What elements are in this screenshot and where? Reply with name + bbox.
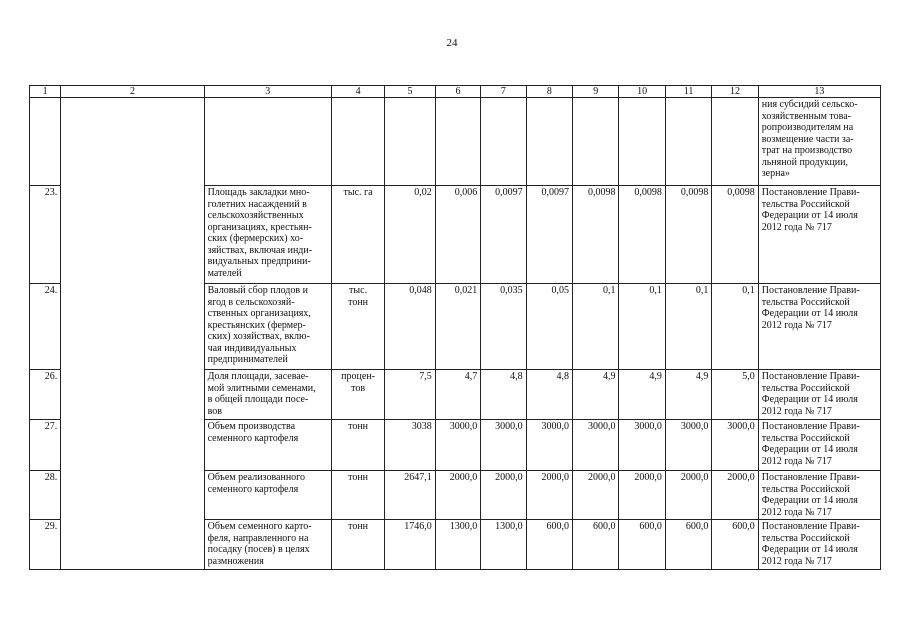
value-cell: 3000,0 <box>573 420 619 471</box>
indicator-line: ственных организациях, <box>207 308 311 319</box>
value-cell <box>435 98 480 186</box>
indicator-line: чая индивидуальных <box>207 342 297 354</box>
unit-line: тов <box>351 382 366 394</box>
value-cell: 0,006 <box>435 186 480 284</box>
page-number: 24 <box>446 37 458 49</box>
basis-line: Федерации от 14 июля <box>761 308 858 319</box>
basis-line: тельства Российской <box>761 198 850 210</box>
basis-line: 2012 года № 717 <box>761 221 832 233</box>
basis-line: хозяйственным това- <box>761 110 852 122</box>
indicator-line: посадку (посев) в целях <box>207 544 310 555</box>
row-number: 26. <box>30 370 61 420</box>
indicator-line: Площадь закладки мно- <box>207 187 310 198</box>
value-cell: 2647,1 <box>385 471 435 520</box>
basis-cell <box>758 284 880 370</box>
number-cell <box>30 98 61 186</box>
basis-cell <box>758 520 880 570</box>
column-number: 13 <box>758 86 880 98</box>
column-number: 4 <box>331 86 385 98</box>
value-cell <box>385 98 435 186</box>
column-number: 2 <box>61 86 204 98</box>
column-number: 10 <box>619 86 665 98</box>
value-cell: 7,5 <box>385 370 435 420</box>
basis-cell <box>758 98 880 186</box>
indicator-cell <box>204 186 331 284</box>
value-cell: 4,9 <box>619 370 665 420</box>
unit-cell <box>331 284 385 370</box>
indicator-line: Объем производства <box>207 421 296 432</box>
group-cell <box>61 98 204 570</box>
value-cell: 3000,0 <box>665 420 711 471</box>
basis-line: Постановление Прави- <box>761 521 860 532</box>
value-cell <box>665 98 711 186</box>
value-cell: 0,0098 <box>573 186 619 284</box>
unit-cell <box>331 520 385 570</box>
indicator-line: мой элитными семенами, <box>207 382 316 394</box>
indicator-line: Объем семенного карто- <box>207 521 312 532</box>
value-cell: 0,0098 <box>665 186 711 284</box>
column-number: 1 <box>30 86 61 98</box>
indicator-line: Объем реализованного <box>207 472 306 483</box>
column-number: 8 <box>526 86 572 98</box>
indicator-cell <box>204 471 331 520</box>
value-cell: 1300,0 <box>481 520 526 570</box>
value-cell: 0,0098 <box>619 186 665 284</box>
basis-line: 2012 года № 717 <box>761 319 832 331</box>
value-cell <box>481 98 526 186</box>
value-cell: 0,035 <box>481 284 526 370</box>
indicator-line: ских) хозяйствах, вклю- <box>207 331 310 342</box>
value-cell: 600,0 <box>665 520 711 570</box>
unit-cell <box>331 98 385 186</box>
value-cell: 0,1 <box>573 284 619 370</box>
value-cell: 0,1 <box>665 284 711 370</box>
value-cell <box>573 98 619 186</box>
basis-line: тельства Российской <box>761 432 850 444</box>
value-cell <box>619 98 665 186</box>
indicator-line: голетних насаждений в <box>207 198 307 210</box>
indicator-line: зяйствах, включая инди- <box>207 244 313 256</box>
basis-line: 2012 года № 717 <box>761 506 832 518</box>
basis-line: ропроизводителям на <box>761 122 854 133</box>
unit-cell <box>331 370 385 420</box>
basis-line: Федерации от 14 июля <box>761 544 858 555</box>
indicator-cell <box>204 420 331 471</box>
indicator-cell <box>204 284 331 370</box>
value-cell: 0,021 <box>435 284 480 370</box>
indicator-line: Доля площади, засевае- <box>207 371 309 382</box>
value-cell: 0,1 <box>712 284 758 370</box>
value-cell: 2000,0 <box>712 471 758 520</box>
row-number: 23. <box>30 186 61 284</box>
value-cell: 2000,0 <box>573 471 619 520</box>
value-cell: 3038 <box>385 420 435 471</box>
unit-line: тонн <box>348 521 369 532</box>
indicator-line: феля, направленного на <box>207 532 309 544</box>
value-cell <box>712 98 758 186</box>
value-cell: 2000,0 <box>435 471 480 520</box>
value-cell: 600,0 <box>712 520 758 570</box>
basis-cell <box>758 186 880 284</box>
indicator-line: мателей <box>207 267 242 279</box>
value-cell: 0,02 <box>385 186 435 284</box>
basis-line: Постановление Прави- <box>761 285 860 296</box>
column-number: 5 <box>385 86 435 98</box>
value-cell: 600,0 <box>573 520 619 570</box>
indicator-line: вов <box>207 405 222 417</box>
value-cell: 4,8 <box>481 370 526 420</box>
indicator-line: ских (фермерских) хо- <box>207 233 304 244</box>
indicator-line: предпринимателей <box>207 354 288 365</box>
column-number: 6 <box>435 86 480 98</box>
indicator-line: организациях, крестьян- <box>207 221 312 233</box>
column-number-row <box>30 86 881 98</box>
value-cell: 4,8 <box>526 370 572 420</box>
value-cell: 2000,0 <box>619 471 665 520</box>
basis-line: Федерации от 14 июля <box>761 495 858 506</box>
row-number: 27. <box>30 420 61 471</box>
value-cell: 2000,0 <box>481 471 526 520</box>
value-cell: 4,7 <box>435 370 480 420</box>
column-number: 11 <box>665 86 711 98</box>
column-number: 7 <box>481 86 526 98</box>
value-cell: 4,9 <box>665 370 711 420</box>
basis-line: тельства Российской <box>761 382 850 394</box>
column-number: 9 <box>573 86 619 98</box>
row-number: 24. <box>30 284 61 370</box>
basis-line: 2012 года № 717 <box>761 405 832 417</box>
value-cell: 1300,0 <box>435 520 480 570</box>
unit-line: тыс. га <box>343 187 373 198</box>
indicator-cell <box>204 370 331 420</box>
value-cell: 0,0098 <box>712 186 758 284</box>
value-cell: 1746,0 <box>385 520 435 570</box>
unit-line: процен- <box>341 371 375 382</box>
basis-cell <box>758 370 880 420</box>
basis-line: зерна» <box>761 168 790 179</box>
value-cell: 0,048 <box>385 284 435 370</box>
value-cell: 2000,0 <box>665 471 711 520</box>
value-cell: 3000,0 <box>526 420 572 471</box>
indicator-line: Валовый сбор плодов и <box>207 285 308 296</box>
value-cell: 0,0097 <box>526 186 572 284</box>
indicator-line: сельскохозяйственных <box>207 210 304 221</box>
basis-cell <box>758 420 880 471</box>
basis-line: 2012 года № 717 <box>761 555 832 567</box>
indicator-cell <box>204 520 331 570</box>
indicator-line: крестьянских (фермер- <box>207 319 306 331</box>
indicator-line: семенного картофеля <box>207 483 299 495</box>
value-cell <box>526 98 572 186</box>
basis-line: тельства Российской <box>761 483 850 495</box>
value-cell: 4,9 <box>573 370 619 420</box>
indicators-table <box>29 85 881 570</box>
value-cell: 0,1 <box>619 284 665 370</box>
row-number: 28. <box>30 471 61 520</box>
unit-line: тонн <box>348 472 369 483</box>
continuation-row <box>30 98 881 186</box>
unit-cell <box>331 420 385 471</box>
value-cell: 2000,0 <box>526 471 572 520</box>
basis-line: Федерации от 14 июля <box>761 444 858 455</box>
unit-line: тонн <box>348 296 369 308</box>
basis-line: возмещение части за- <box>761 133 854 145</box>
basis-line: Постановление Прави- <box>761 472 860 483</box>
indicator-line: семенного картофеля <box>207 432 299 444</box>
basis-line: ния субсидий сельско- <box>761 99 858 110</box>
unit-cell <box>331 186 385 284</box>
value-cell: 3000,0 <box>481 420 526 471</box>
indicator-line: ягод в сельскохозяй- <box>207 296 295 308</box>
basis-line: Постановление Прави- <box>761 371 860 382</box>
column-number: 3 <box>204 86 331 98</box>
value-cell: 3000,0 <box>712 420 758 471</box>
value-cell: 3000,0 <box>435 420 480 471</box>
basis-line: Постановление Прави- <box>761 421 860 432</box>
indicator-line: видуальных предприни- <box>207 256 311 267</box>
indicator-cell <box>204 98 331 186</box>
value-cell: 0,0097 <box>481 186 526 284</box>
unit-line: тыс. <box>349 285 368 296</box>
basis-line: льняной продукции, <box>761 156 849 168</box>
row-number: 29. <box>30 520 61 570</box>
unit-line: тонн <box>348 421 369 432</box>
basis-line: Постановление Прави- <box>761 187 860 198</box>
indicator-line: в общей площади посе- <box>207 394 309 405</box>
indicator-line: размножения <box>207 555 264 567</box>
basis-line: трат на производство <box>761 145 853 156</box>
basis-line: тельства Российской <box>761 296 850 308</box>
value-cell: 0,05 <box>526 284 572 370</box>
basis-cell <box>758 471 880 520</box>
basis-line: 2012 года № 717 <box>761 455 832 467</box>
basis-line: Федерации от 14 июля <box>761 394 858 405</box>
value-cell: 5,0 <box>712 370 758 420</box>
column-number: 12 <box>712 86 758 98</box>
value-cell: 600,0 <box>619 520 665 570</box>
basis-line: тельства Российской <box>761 532 850 544</box>
value-cell: 600,0 <box>526 520 572 570</box>
value-cell: 3000,0 <box>619 420 665 471</box>
unit-cell <box>331 471 385 520</box>
basis-line: Федерации от 14 июля <box>761 210 858 221</box>
